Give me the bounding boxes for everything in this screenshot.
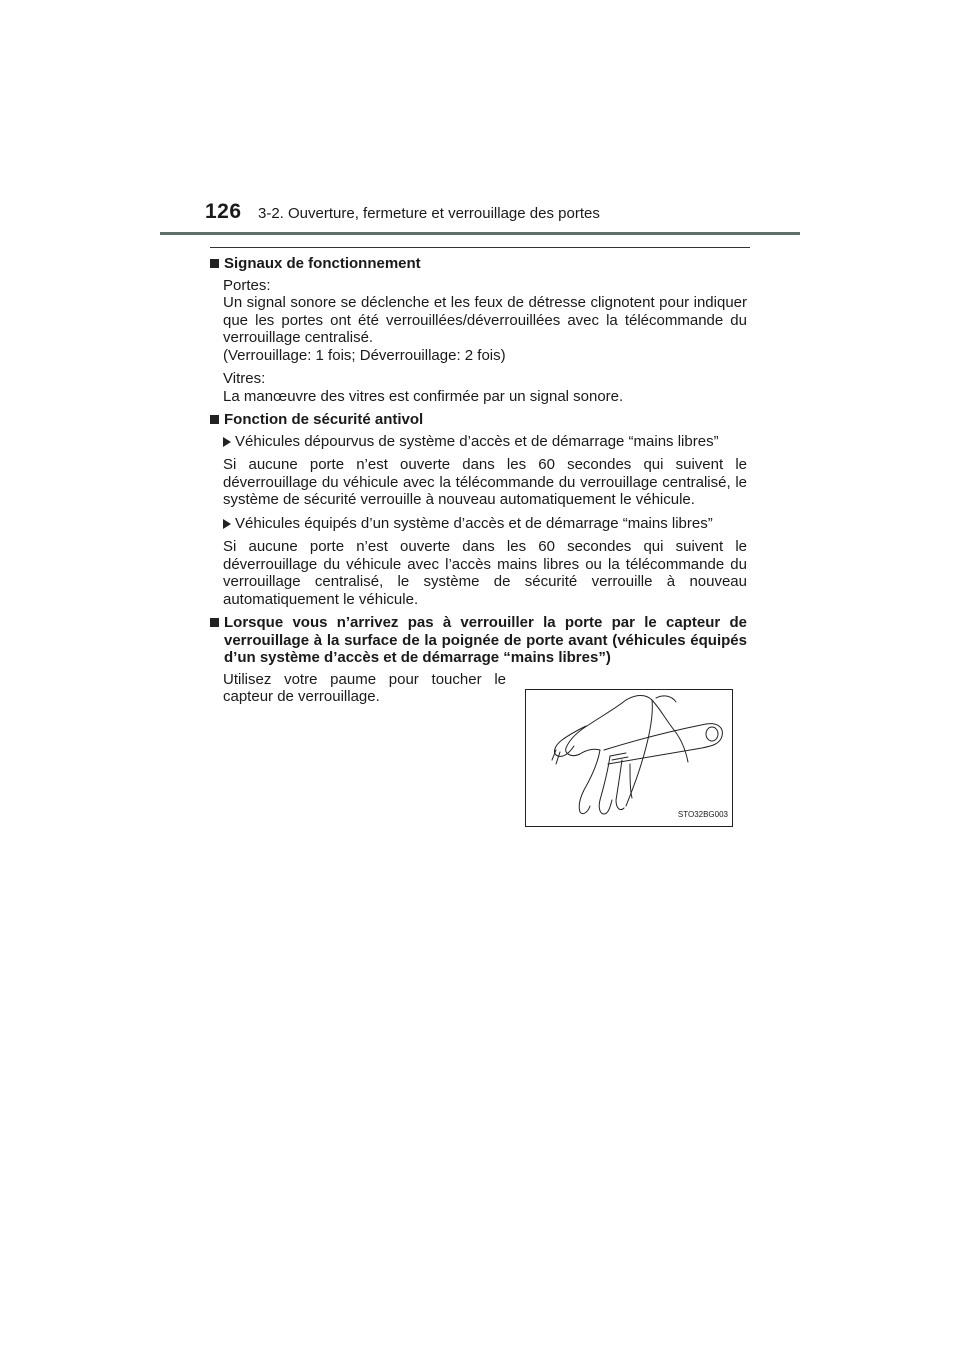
hand-on-door-handle-illustration bbox=[525, 689, 733, 827]
square-bullet-icon bbox=[210, 415, 219, 424]
vitres-text: La manœuvre des vitres est confirmée par un signal sonore. bbox=[223, 387, 624, 405]
chapter-title: 3-2. Ouverture, fermeture et verrouillage des portes bbox=[258, 205, 600, 222]
section-heading-signaux bbox=[210, 255, 747, 273]
condition-bullet-2 bbox=[223, 515, 747, 533]
page-content bbox=[210, 255, 747, 819]
condition-text: Véhicules dépourvus de système d’accès et de démarrage “mains libres” bbox=[235, 432, 719, 450]
vitres-label: Vitres: bbox=[223, 370, 266, 387]
portes-note: (Verrouillage: 1 fois; Déverrouillage: 2 fois) bbox=[223, 346, 506, 364]
page-number: 126 bbox=[205, 200, 242, 223]
section-title: Lorsque vous n’arrivez pas à verrouiller la porte par le capteur de verrouillage à la surface de la poignée de porte avant (véhicules équipés d’un système d’accès et de démarrage “mains libres”) bbox=[224, 614, 747, 666]
triangle-bullet-icon bbox=[223, 437, 231, 447]
section-title: Fonction de sécurité antivol bbox=[224, 411, 424, 428]
square-bullet-icon bbox=[210, 259, 219, 268]
section-heading-antivol bbox=[210, 411, 747, 429]
capteur-text: Utilisez votre paume pour toucher le capteur de verrouillage. bbox=[223, 670, 506, 705]
header-rule bbox=[160, 232, 800, 235]
portes-text: Un signal sonore se déclenche et les feux de détresse clignotent pour indiquer que les portes ont été verrouillées/déverrouillées avec la télécommande du verrouillage centralisé. bbox=[223, 294, 747, 346]
square-bullet-icon bbox=[210, 618, 219, 627]
triangle-bullet-icon bbox=[223, 519, 231, 529]
condition-text: Véhicules équipés d’un système d’accès et de démarrage “mains libres” bbox=[235, 514, 713, 532]
figure-code: STO32BG003 bbox=[677, 810, 728, 819]
content-rule bbox=[210, 247, 750, 248]
portes-label: Portes: bbox=[223, 276, 271, 294]
antivol-text-1: Si aucune porte n’est ouverte dans les 60 secondes qui suivent le déverrouillage du véhicule avec la télécommande du verrouillage centralisé, le système de sécurité verrouille à nouveau automatiquement le véhicule. bbox=[223, 456, 747, 508]
condition-bullet-1 bbox=[223, 433, 747, 451]
section-heading-capteur bbox=[210, 614, 747, 667]
section-title: Signaux de fonctionnement bbox=[224, 255, 421, 272]
antivol-text-2: Si aucune porte n’est ouverte dans les 60 secondes qui suivent le déverrouillage du véhicule avec l’accès mains libres ou la télécommande du verrouillage centralisé, le système de sécurité verrouille à nouveau automatiquement le véhicule. bbox=[223, 538, 747, 608]
